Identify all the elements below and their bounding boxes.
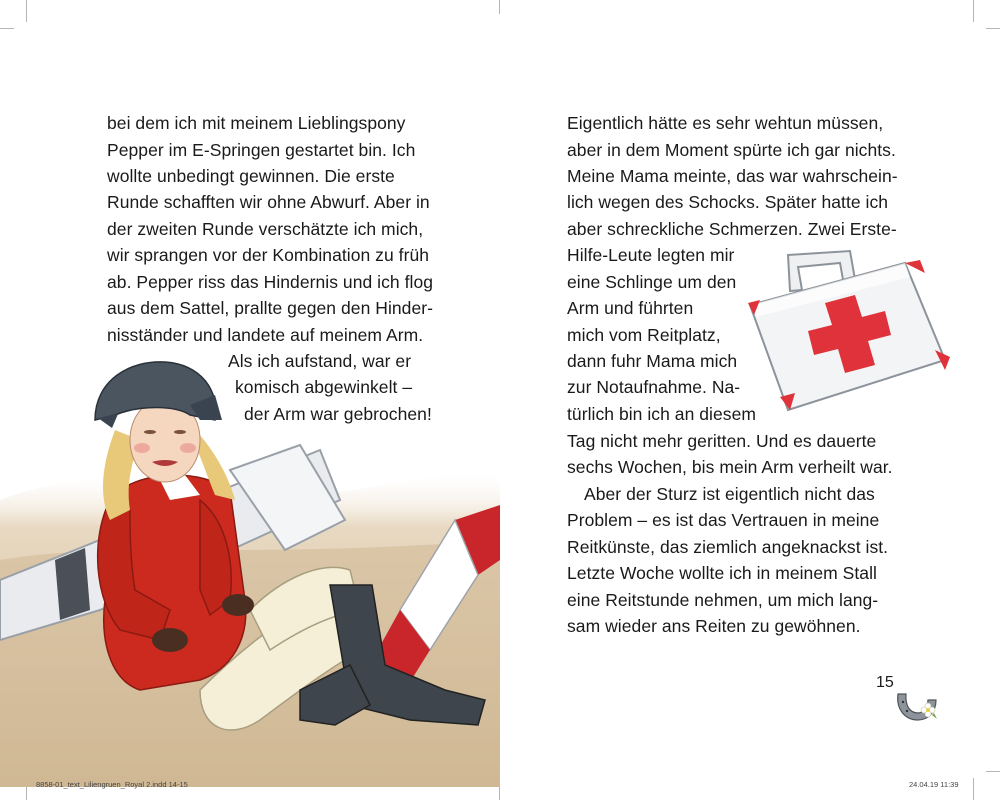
text-line: Aber der Sturz ist eigentlich nicht das <box>584 484 875 504</box>
text-line: Als ich aufstand, war er <box>228 351 412 371</box>
text-line: sechs Wochen, bis mein Arm verheilt war. <box>567 457 893 477</box>
crop-mark <box>973 0 974 22</box>
text-line: Eigentlich hätte es sehr wehtun müssen, <box>567 113 884 133</box>
text-line: wir sprangen vor der Kombination zu früh <box>107 245 430 265</box>
text-line: aus dem Sattel, prallte gegen den Hinder- <box>107 298 433 318</box>
text-line: zur Notaufnahme. Na- <box>567 377 741 397</box>
text-line: aber schreckliche Schmerzen. Zwei Erste- <box>567 219 897 239</box>
text-line: dann fuhr Mama mich <box>567 351 738 371</box>
crop-mark <box>986 28 1000 29</box>
text-line: aber in dem Moment spürte ich gar nichts. <box>567 140 896 160</box>
text-line: Hilfe-Leute legten mir <box>567 245 735 265</box>
crop-mark <box>986 771 1000 772</box>
first-aid-kit-icon <box>740 245 960 425</box>
text-line: eine Schlinge um den <box>567 272 737 292</box>
text-line: der zweiten Runde verschätzte ich mich, <box>107 219 424 239</box>
text-line: mich vom Reitplatz, <box>567 325 721 345</box>
text-line: Tag nicht mehr geritten. Und es dauerte <box>567 431 877 451</box>
text-line: der Arm war gebrochen! <box>244 404 432 424</box>
slug-timestamp: 24.04.19 11:39 <box>909 780 959 789</box>
horseshoe-icon <box>892 686 942 726</box>
text-line: Problem – es ist das Vertrauen in meine <box>567 510 880 530</box>
text-line: wollte unbedingt gewinnen. Die erste <box>107 166 395 186</box>
page-number: 15 <box>876 674 894 691</box>
text-line: Arm und führten <box>567 298 694 318</box>
text-line: Letzte Woche wollte ich in meinem Stall <box>567 563 877 583</box>
crop-mark <box>973 778 974 800</box>
text-line: eine Reitstunde nehmen, um mich lang- <box>567 590 879 610</box>
text-line: lich wegen des Schocks. Später hatte ich <box>567 192 889 212</box>
text-line: nisständer und landete auf meinem Arm. <box>107 325 424 345</box>
slug-filename: 8858-01_text_Liliengruen_Royal 2.indd 14-15 <box>36 780 188 789</box>
text-line: türlich bin ich an diesem <box>567 404 756 424</box>
text-line: sam wieder ans Reiten zu gewöhnen. <box>567 616 861 636</box>
text-line: bei dem ich mit meinem Lieblingspony <box>107 113 406 133</box>
text-line: ab. Pepper riss das Hindernis und ich flog <box>107 272 434 292</box>
text-line: Runde schafften wir ohne Abwurf. Aber in <box>107 192 430 212</box>
text-line: komisch abgewinkelt – <box>235 377 413 397</box>
text-line: Reitkünste, das ziemlich angeknackst ist. <box>567 537 889 557</box>
text-line: Meine Mama meinte, das war wahrschein- <box>567 166 898 186</box>
text-line: Pepper im E-Springen gestartet bin. Ich <box>107 140 416 160</box>
